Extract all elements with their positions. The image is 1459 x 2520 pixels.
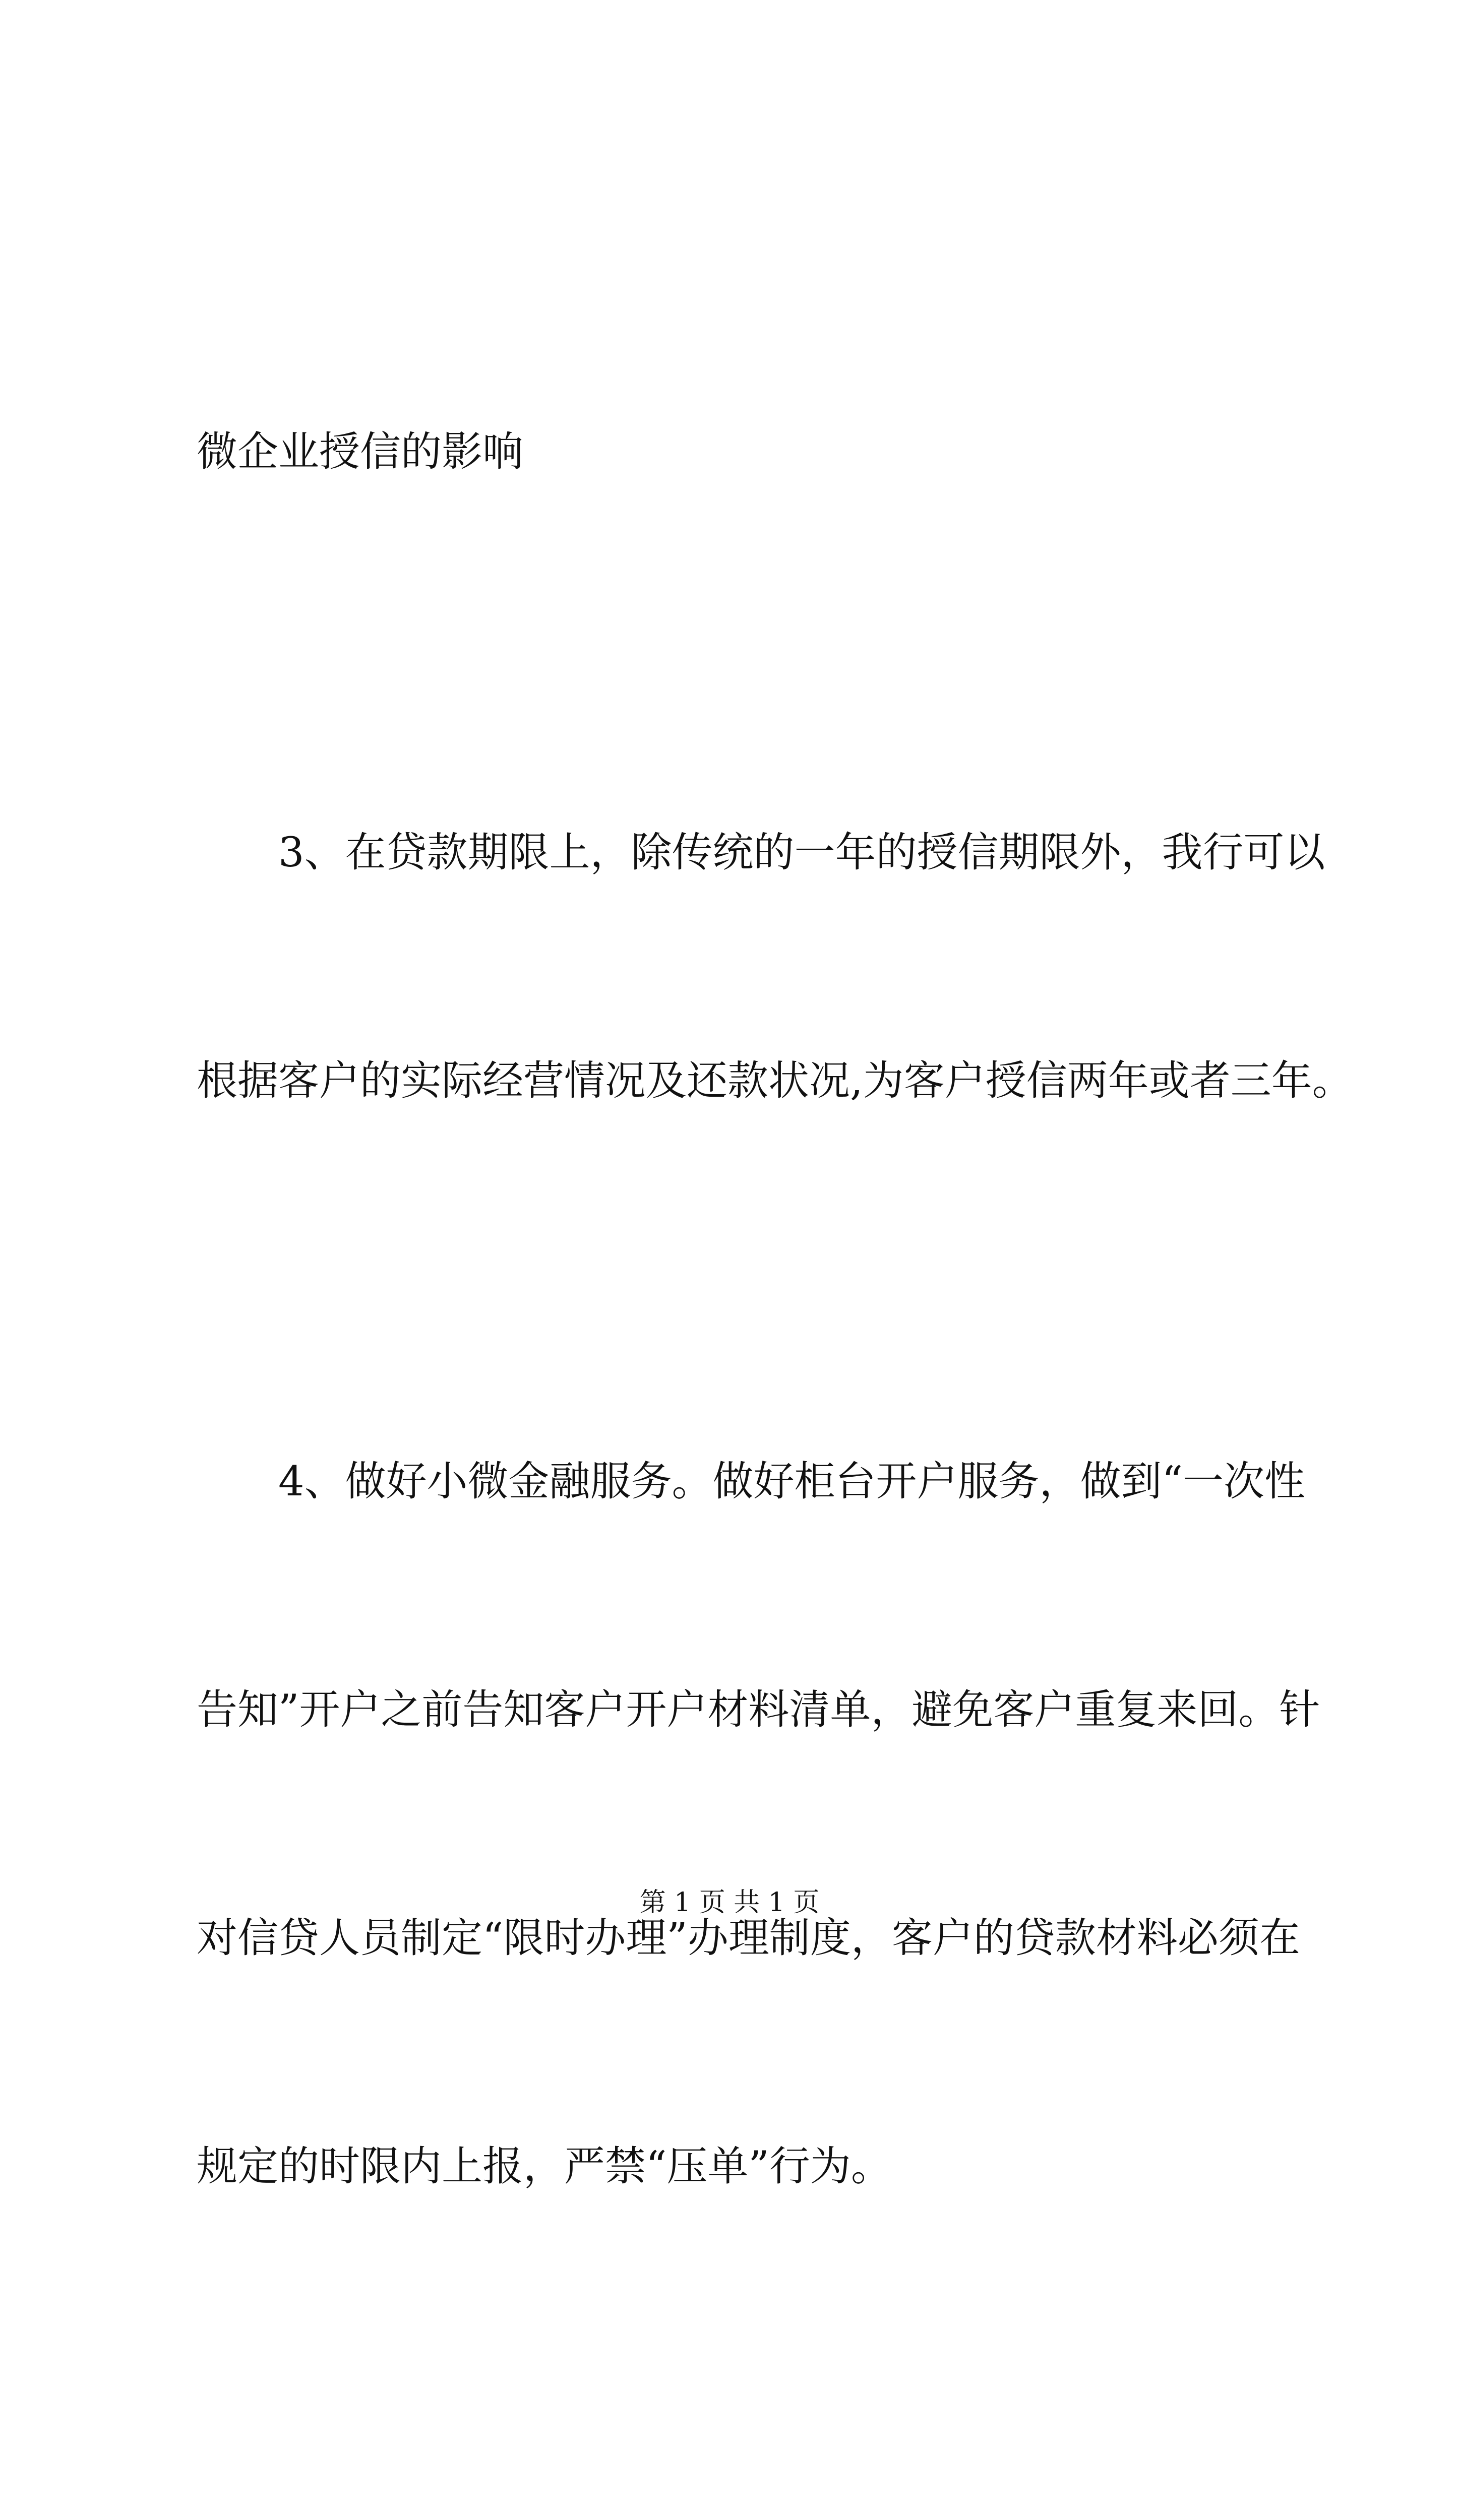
text-line: 根据客户的实际经营情况及还款状况,为客户授信两年或者三年。	[197, 1057, 1353, 1105]
text-line: 3、在贷款期限上，除传统的一年的授信期限外，我行可以	[197, 829, 1325, 876]
paragraph-continuation	[197, 262, 1341, 643]
text-line: 规定的时限内上报，严禁“压单”行为。	[197, 2143, 892, 2190]
text-line: 告知”开户之前告知客户开户材料清单，避免客户重复来回。针	[197, 1686, 1320, 1734]
text-line: 4、做好小微金融服务。做好柜台开户服务，做到“一次性	[197, 1458, 1305, 1505]
text-line: 微企业授信的影响	[197, 428, 524, 476]
page-footer	[0, 1885, 1459, 1920]
text-line: 对信贷人员制定“限时办理”办理制度，客户的贷款材料必须在	[197, 1915, 1300, 1962]
paragraph-item-5	[197, 2377, 1341, 2520]
document-body	[197, 262, 1353, 2520]
page-number-label: 第 1 页 共 1 页	[639, 1887, 820, 1918]
paragraph-item-4	[197, 1292, 1341, 2357]
paragraph-item-3	[197, 663, 1353, 1272]
